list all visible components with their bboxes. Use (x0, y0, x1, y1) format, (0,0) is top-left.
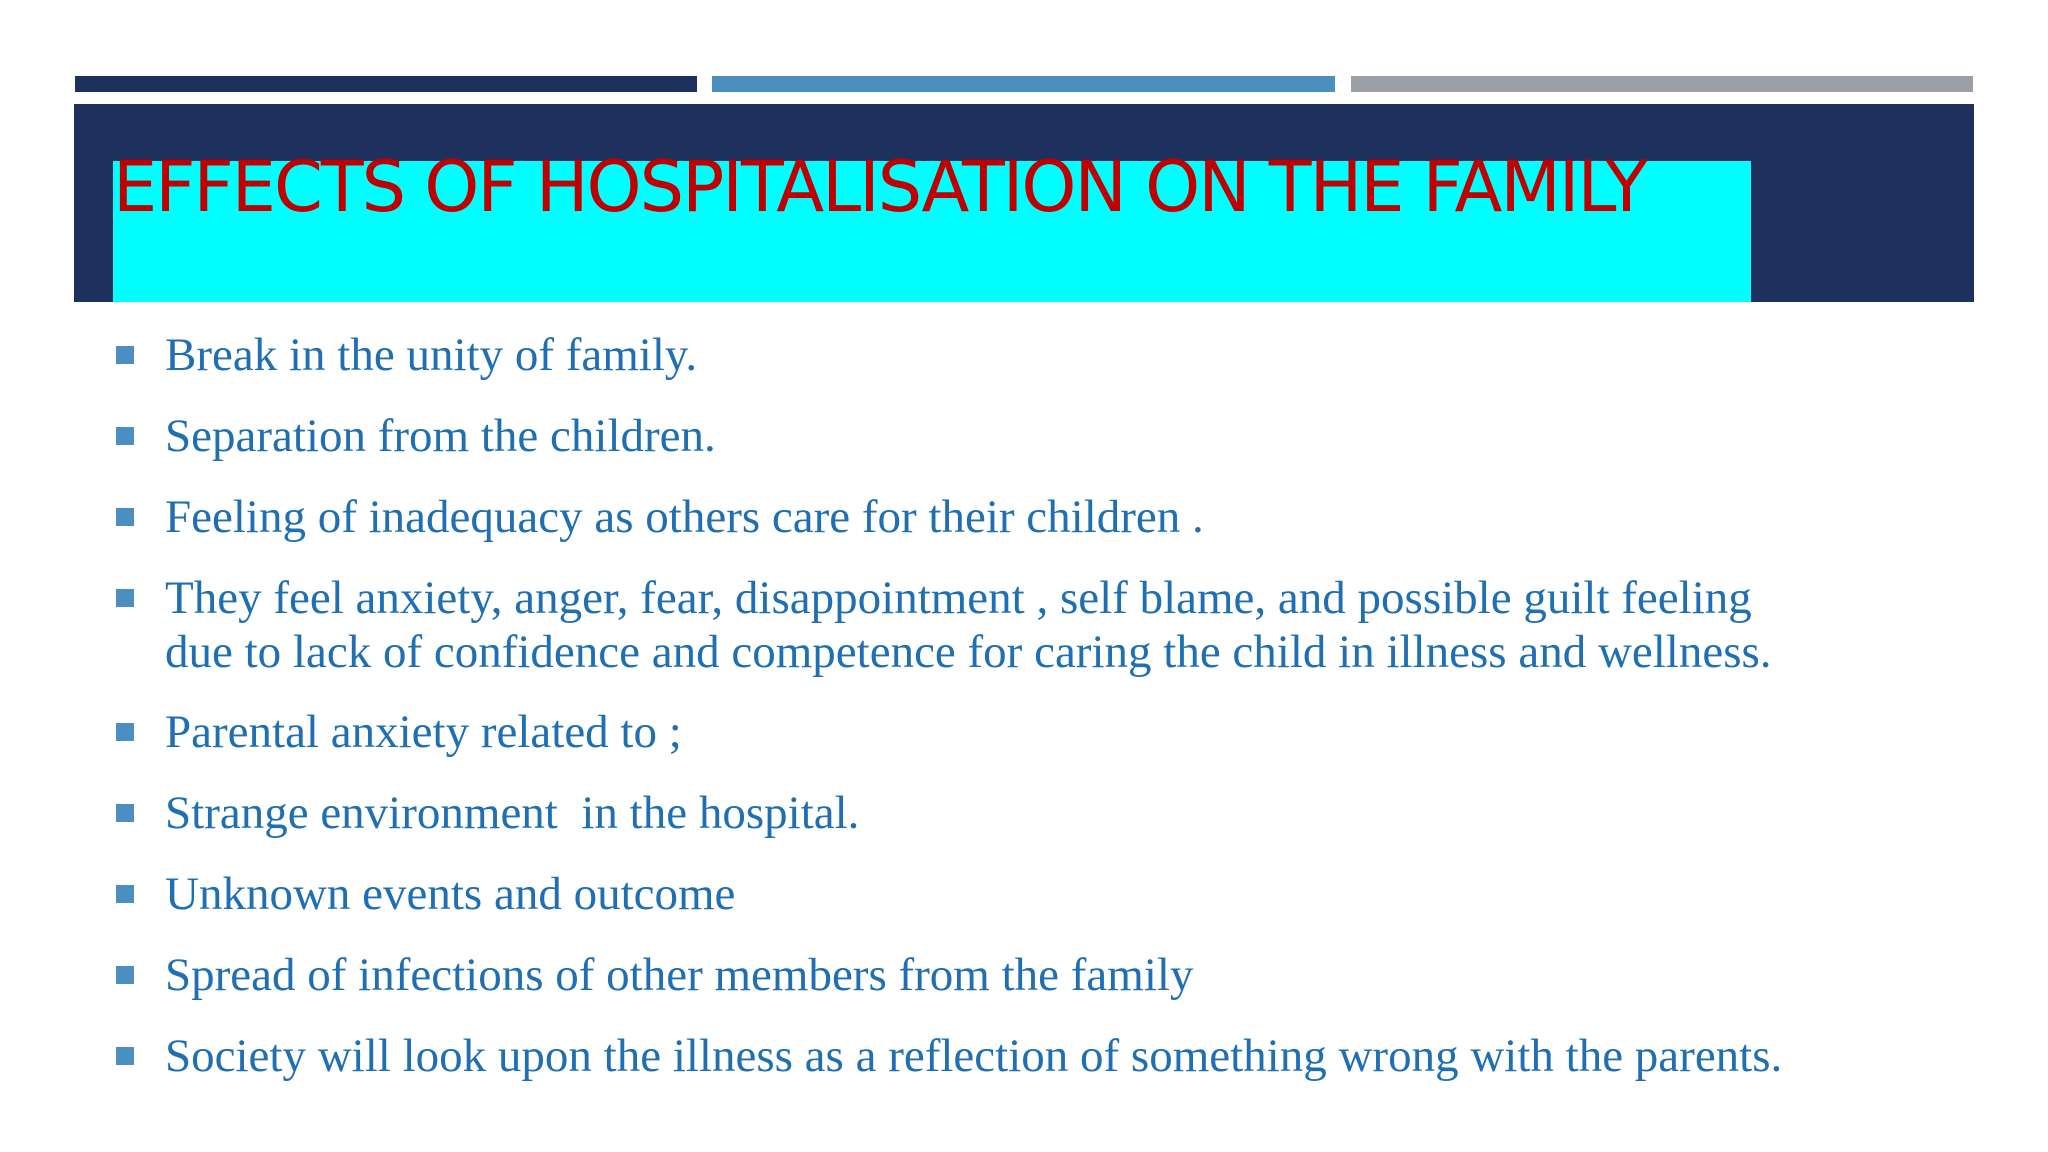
bullet-text: Strange environment in the hospital. (165, 787, 860, 839)
square-bullet-icon (116, 1047, 134, 1065)
bullet-text: They feel anxiety, anger, fear, disappointment , self blame, and possible guilt feeling due to lack of confidence and competence for caring the child in illness and wellness. (165, 572, 1772, 678)
square-bullet-icon (116, 508, 134, 526)
bullet-text: Unknown events and outcome (165, 868, 736, 920)
bullet-text: Parental anxiety related to ; (165, 706, 682, 758)
bullet-text: Break in the unity of family. (165, 329, 698, 381)
square-bullet-icon (116, 966, 134, 984)
bullet-text: Spread of infections of other members from the family (165, 949, 1194, 1001)
bullet-text: Society will look upon the illness as a reflection of something wrong with the parents. (165, 1030, 1783, 1082)
bullet-text: Separation from the children. (165, 410, 716, 462)
square-bullet-icon (116, 804, 134, 822)
square-bullet-icon (116, 589, 134, 607)
slide-title: EFFECTS OF HOSPITALISATION ON THE FAMILY (113, 146, 1646, 228)
square-bullet-icon (116, 346, 134, 364)
square-bullet-icon (116, 723, 134, 741)
square-bullet-icon (116, 427, 134, 445)
bullet-text: Feeling of inadequacy as others care for their children . (165, 491, 1204, 543)
square-bullet-icon (116, 885, 134, 903)
